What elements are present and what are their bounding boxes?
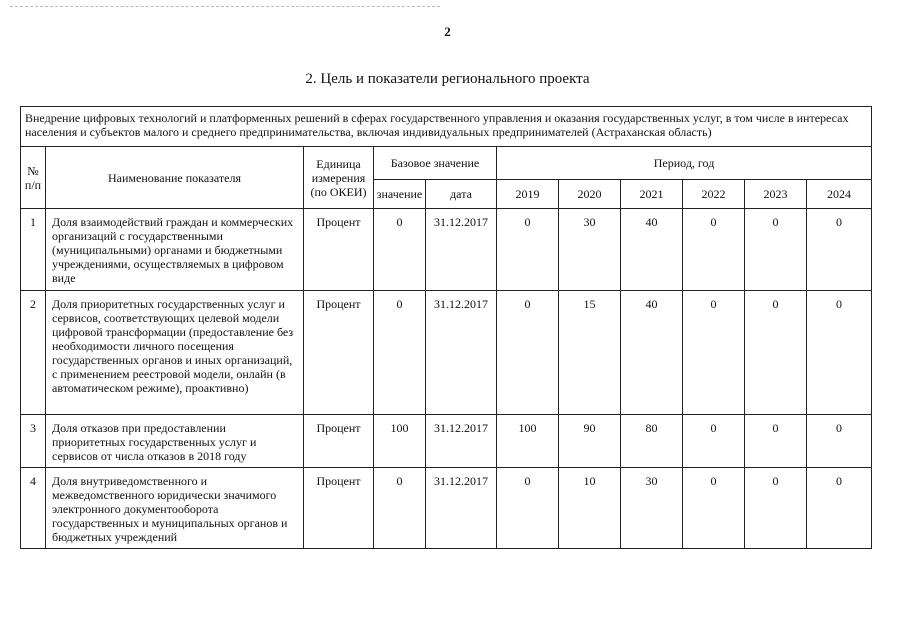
year-value-cell: 0 — [807, 415, 872, 468]
indicator-name: Доля отказов при предоставлении приоритетных государственных услуг и сервисов от числа отказов в 2018 году — [46, 415, 304, 468]
table-row — [21, 291, 872, 415]
header-period: Период, год — [497, 147, 872, 180]
year-value-cell: 40 — [621, 209, 683, 291]
row-number: 4 — [21, 468, 46, 549]
year-value-cell: 0 — [683, 209, 745, 291]
header-year: 2023 — [745, 180, 807, 209]
header-base: Базовое значение — [374, 147, 497, 180]
base-value-cell: 100 — [374, 415, 426, 468]
year-value-cell: 0 — [807, 468, 872, 549]
year-value-cell: 30 — [559, 209, 621, 291]
row-number: 1 — [21, 209, 46, 291]
indicator-name: Доля взаимодействий граждан и коммерческих организаций с государственными (муниципальными) органами и бюджетными учреждениями, осуществляемых в цифровом виде — [46, 209, 304, 291]
year-value-cell: 0 — [497, 291, 559, 415]
year-value-cell: 0 — [745, 415, 807, 468]
base-value-cell: 0 — [374, 468, 426, 549]
goal-text: Внедрение цифровых технологий и платформенных решений в сферах государственного управления и оказания государственных услуг, в том числе в интересах населения и субъектов малого и среднего предпринимательства, включая индивидуальных предпринимателей (Астраханская область) — [21, 107, 872, 147]
year-value-cell: 0 — [745, 468, 807, 549]
header-year: 2022 — [683, 180, 745, 209]
page-number: 2 — [444, 24, 451, 39]
row-number: 3 — [21, 415, 46, 468]
row-number: 2 — [21, 291, 46, 415]
year-value-cell: 30 — [621, 468, 683, 549]
year-value-cell: 0 — [745, 209, 807, 291]
unit-cell: Процент — [304, 415, 374, 468]
year-value-cell: 0 — [807, 291, 872, 415]
indicator-name: Доля внутриведомственного и межведомственного юридически значимого электронного документооборота государственных и муниципальных органов и бюджетных учреждений — [46, 468, 304, 549]
header-unit: Единица измерения (по ОКЕИ) — [304, 147, 374, 209]
base-date-cell: 31.12.2017 — [426, 415, 497, 468]
table-row — [21, 209, 872, 291]
year-value-cell: 0 — [497, 468, 559, 549]
year-value-cell: 0 — [497, 209, 559, 291]
header-year: 2020 — [559, 180, 621, 209]
year-value-cell: 0 — [683, 468, 745, 549]
year-value-cell: 10 — [559, 468, 621, 549]
year-value-cell: 0 — [745, 291, 807, 415]
scan-top-edge — [10, 6, 440, 7]
header-year: 2019 — [497, 180, 559, 209]
year-value-cell: 15 — [559, 291, 621, 415]
year-value-cell: 0 — [683, 291, 745, 415]
header-base-date: дата — [426, 180, 497, 209]
year-value-cell: 100 — [497, 415, 559, 468]
unit-cell: Процент — [304, 291, 374, 415]
year-value-cell: 0 — [807, 209, 872, 291]
header-num: № п/п — [21, 147, 46, 209]
header-base-value: значение — [374, 180, 426, 209]
base-date-cell: 31.12.2017 — [426, 468, 497, 549]
base-date-cell: 31.12.2017 — [426, 291, 497, 415]
table-row — [21, 415, 872, 468]
unit-cell: Процент — [304, 209, 374, 291]
year-value-cell: 0 — [683, 415, 745, 468]
indicators-table — [20, 106, 872, 549]
header-year: 2021 — [621, 180, 683, 209]
base-date-cell: 31.12.2017 — [426, 209, 497, 291]
year-value-cell: 80 — [621, 415, 683, 468]
year-value-cell: 40 — [621, 291, 683, 415]
unit-cell: Процент — [304, 468, 374, 549]
year-value-cell: 90 — [559, 415, 621, 468]
base-value-cell: 0 — [374, 291, 426, 415]
table-row — [21, 468, 872, 549]
header-name: Наименование показателя — [46, 147, 304, 209]
section-title: 2. Цель и показатели регионального проекта — [305, 71, 590, 87]
header-year: 2024 — [807, 180, 872, 209]
indicator-name: Доля приоритетных государственных услуг и сервисов, соответствующих целевой модели цифровой трансформации (предоставление без необходимости личного посещения государственных органов и иных организаций, с применением реестровой модели, онлайн (в автоматическом режиме), проактивно) — [46, 291, 304, 415]
base-value-cell: 0 — [374, 209, 426, 291]
